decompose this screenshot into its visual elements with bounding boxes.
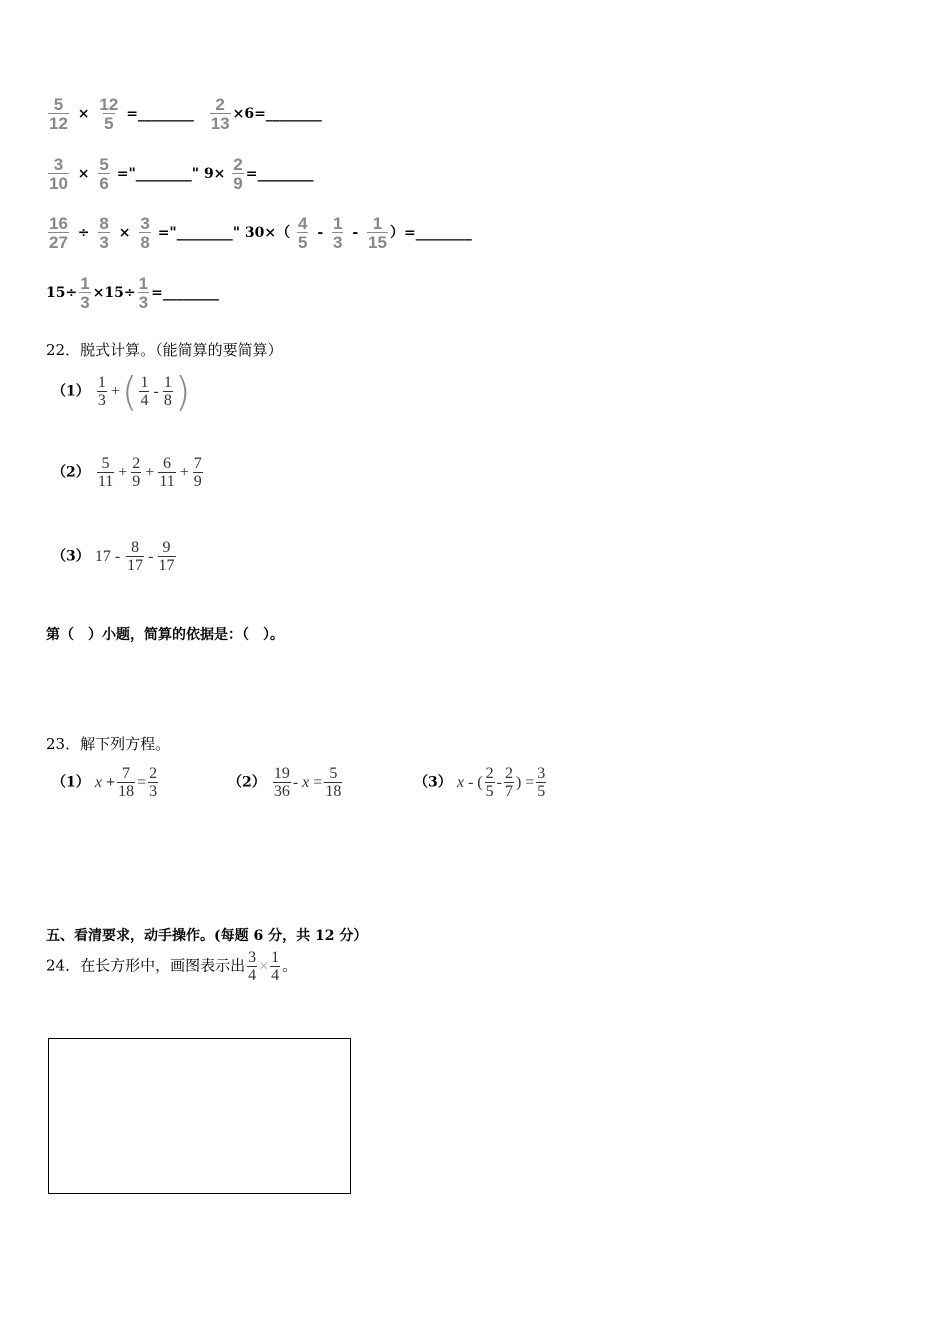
q22-note: 第（ ）小题，简算的依据是：（ ）。 — [46, 627, 284, 643]
fraction: $\frac{5}{11}$ — [97, 455, 114, 490]
fraction: $\frac{1}{3}$ — [333, 214, 343, 252]
fraction: $\frac{7}{18}$ — [118, 765, 135, 800]
fraction: $\frac{8}{17}$ — [127, 539, 144, 574]
fraction: $\frac{19}{36}$ — [273, 765, 290, 800]
fraction: $\frac{9}{17}$ — [158, 539, 175, 574]
fraction: $\frac{3}{5}$ — [537, 765, 546, 800]
fraction: $\frac{5}{6}$ — [99, 155, 109, 193]
drawing-rectangle[interactable] — [48, 1038, 351, 1194]
calc-row-1: $\frac{5}{12}$ × $\frac{12}{5}$ =________ $\frac{2}{13}$ ×6=________ — [49, 95, 322, 133]
question-22-title: 22．脱式计算。（能简算的要简算） — [46, 341, 283, 359]
fraction: $\frac{5}{18}$ — [325, 765, 342, 800]
fraction: $\frac{1}{3}$ — [80, 274, 90, 312]
fraction: $\frac{7}{9}$ — [193, 455, 202, 490]
fraction: $\frac{2}{5}$ — [485, 765, 494, 800]
fraction: $\frac{12}{5}$ — [99, 95, 119, 133]
q22-item-1: （1） $\frac{1}{3}$ +( $\frac{1}{4}$ - $\frac{1}{8}$ ) — [52, 369, 191, 415]
section-5-title: 五、看清要求，动手操作。(每题 6 分，共 12 分） — [46, 928, 368, 944]
fraction: $\frac{3}{10}$ — [49, 155, 68, 193]
calc-row-2: $\frac{3}{10}$ × $\frac{5}{6}$ ="________" 9× $\frac{2}{9}$ =________ — [49, 155, 314, 193]
question-24: 24．在长方形中，画图表示出 $\frac{3}{4}$ × $\frac{1}{4}$ 。 — [46, 949, 298, 984]
fraction: $\frac{1}{8}$ — [163, 374, 172, 409]
fraction: $\frac{4}{5}$ — [297, 214, 308, 252]
fraction: $\frac{3}{4}$ — [248, 949, 257, 984]
question-23-title: 23．解下列方程。 — [46, 735, 171, 753]
q23-item-3: （3） x - ( $\frac{2}{5}$ - $\frac{2}{7}$ ) = $\frac{3}{5}$ — [414, 765, 546, 800]
q22-item-3: （3） 17 - $\frac{8}{17}$ - $\frac{9}{17}$ — [52, 539, 175, 574]
fraction: $\frac{3}{8}$ — [140, 214, 150, 252]
fraction: $\frac{1}{4}$ — [140, 374, 149, 409]
fraction: $\frac{16}{27}$ — [49, 214, 68, 252]
fraction: $\frac{1}{15}$ — [368, 214, 387, 252]
fraction: $\frac{1}{4}$ — [271, 949, 280, 984]
fraction: $\frac{1}{3}$ — [138, 274, 149, 312]
fraction: $\frac{2}{7}$ — [504, 765, 513, 800]
fraction: $\frac{2}{3}$ — [149, 765, 158, 800]
fraction: $\frac{6}{11}$ — [159, 455, 175, 490]
q22-item-2: （2） $\frac{5}{11}$ + $\frac{2}{9}$ + $\frac{6}{11}$ + $\frac{7}{9}$ — [52, 455, 202, 490]
fraction: $\frac{5}{12}$ — [49, 95, 68, 133]
q23-item-1: （1） x + $\frac{7}{18}$ = $\frac{2}{3}$ — [52, 765, 158, 800]
fraction: $\frac{2}{9}$ — [233, 155, 243, 193]
calc-row-3: $\frac{16}{27}$ ÷ $\frac{8}{3}$ × $\frac{3}{8}$ ="________" 30×（ $\frac{4}{5}$ - $\frac{1}{3}$ - $\frac{1}{15}$ ）=________ — [49, 214, 472, 252]
q23-item-2: （2） $\frac{19}{36}$ - x = $\frac{5}{18}$ — [228, 765, 342, 800]
calc-row-4: 15÷ $\frac{1}{3}$ ×15÷ $\frac{1}{3}$ =________ — [46, 274, 219, 312]
fraction: $\frac{2}{9}$ — [132, 455, 141, 490]
fraction: $\frac{2}{13}$ — [210, 95, 230, 133]
fraction: $\frac{1}{3}$ — [97, 374, 106, 409]
fraction: $\frac{8}{3}$ — [99, 214, 109, 252]
